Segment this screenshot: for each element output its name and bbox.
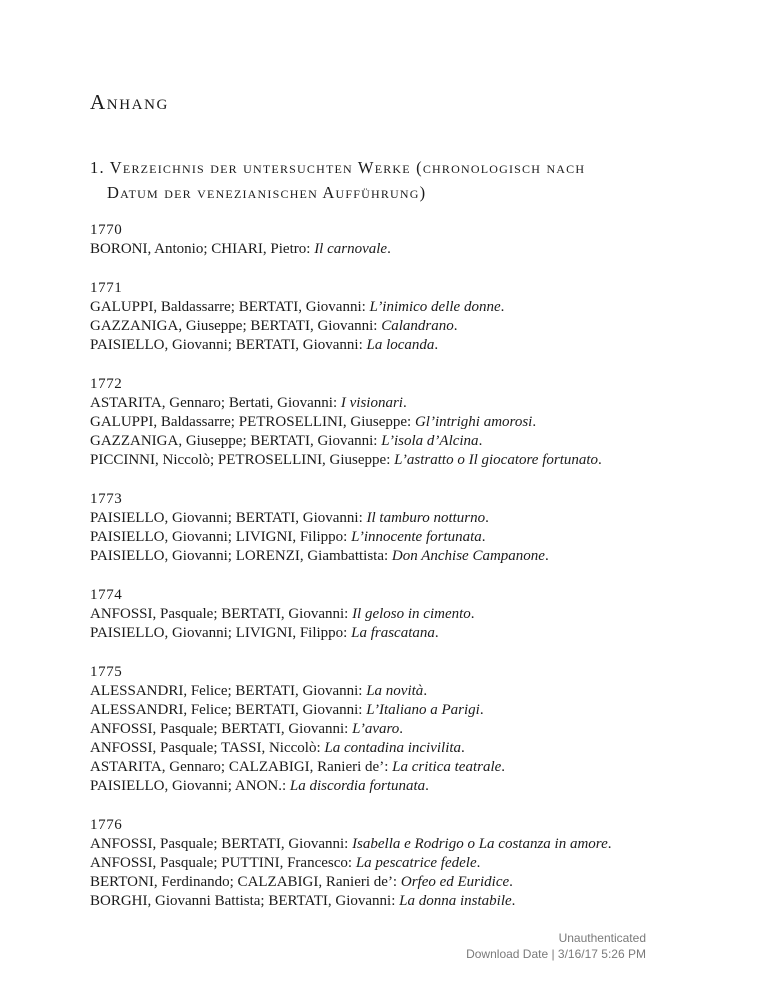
work-entry <box>90 854 730 873</box>
entry-terminal-punctuation: . <box>511 893 516 909</box>
year-heading: 1776 <box>90 817 123 833</box>
work-title: La discordia fortunata <box>289 778 426 794</box>
work-entry <box>90 528 730 547</box>
composer-librettist: PAISIELLO, Giovanni; BERTATI, Giovanni: <box>90 337 367 353</box>
composer-librettist: PAISIELLO, Giovanni; BERTATI, Giovanni: <box>90 510 367 526</box>
entry-terminal-punctuation: . <box>479 702 484 718</box>
year-heading: 1773 <box>90 491 123 507</box>
entry-terminal-punctuation: . <box>544 548 549 564</box>
work-title: La donna instabile <box>399 893 512 909</box>
entry-terminal-punctuation: . <box>434 337 439 353</box>
entry-terminal-punctuation: . <box>402 395 407 411</box>
composer-librettist: PAISIELLO, Giovanni; ANON.: <box>90 778 290 794</box>
entry-terminal-punctuation: . <box>399 721 404 737</box>
work-title: L’inimico delle donne <box>369 299 501 315</box>
work-entry <box>90 624 730 643</box>
composer-librettist: PAISIELLO, Giovanni; LIVIGNI, Filippo: <box>90 529 352 545</box>
entry-terminal-punctuation: . <box>485 510 489 526</box>
composer-librettist: BORGHI, Giovanni Battista; BERTATI, Giovanni: <box>90 893 400 909</box>
year-group <box>90 663 730 796</box>
composer-librettist: GALUPPI, Baldassarre; BERTATI, Giovanni: <box>90 299 370 315</box>
work-entry <box>90 605 730 624</box>
year-group <box>90 375 730 470</box>
entry-terminal-punctuation: . <box>453 318 458 334</box>
year-group <box>90 816 730 911</box>
entry-terminal-punctuation: . <box>423 683 428 699</box>
work-entry <box>90 317 730 336</box>
chapter-title: Anhang <box>90 90 169 114</box>
work-entry <box>90 432 730 451</box>
composer-librettist: ASTARITA, Gennaro; Bertati, Giovanni: <box>90 395 341 411</box>
work-entry <box>90 298 730 317</box>
composer-librettist: ANFOSSI, Pasquale; BERTATI, Giovanni: <box>90 836 353 852</box>
entry-terminal-punctuation: . <box>501 759 506 775</box>
entry-terminal-punctuation: . <box>509 874 513 890</box>
year-heading: 1771 <box>90 280 123 296</box>
composer-librettist: ANFOSSI, Pasquale; BERTATI, Giovanni: <box>90 721 353 737</box>
work-entry <box>90 873 730 892</box>
work-title: Orfeo ed Euridice <box>400 874 510 890</box>
work-title: Il tamburo notturno <box>366 510 486 526</box>
work-entry <box>90 240 730 259</box>
composer-librettist: BERTONI, Ferdinando; CALZABIGI, Ranieri de’: <box>90 874 401 890</box>
entry-terminal-punctuation: . <box>425 778 429 794</box>
work-entry <box>90 413 730 432</box>
work-title: La locanda <box>366 337 435 353</box>
year-heading: 1774 <box>90 587 123 603</box>
work-entry <box>90 777 730 796</box>
work-title: Don Anchise Campanone <box>391 548 545 564</box>
entry-terminal-punctuation: . <box>607 836 612 852</box>
composer-librettist: GALUPPI, Baldassarre; PETROSELLINI, Giuseppe: <box>90 414 415 430</box>
watermark-download-date: Download Date | 3/16/17 5:26 PM <box>466 947 646 961</box>
work-title: L’Italiano a Parigi <box>366 702 480 718</box>
year-heading: 1775 <box>90 664 123 680</box>
composer-librettist: ANFOSSI, Pasquale; PUTTINI, Francesco: <box>90 855 356 871</box>
download-watermark <box>466 930 646 962</box>
composer-librettist: PAISIELLO, Giovanni; LORENZI, Giambattista: <box>90 548 392 564</box>
entry-terminal-punctuation: . <box>481 529 486 545</box>
work-title: Il carnovale <box>314 241 388 257</box>
section-heading <box>90 155 690 205</box>
entry-terminal-punctuation: . <box>470 606 475 622</box>
year-group <box>90 490 730 566</box>
work-entry <box>90 547 730 566</box>
entry-terminal-punctuation: . <box>598 452 602 468</box>
composer-librettist: PAISIELLO, Giovanni; LIVIGNI, Filippo: <box>90 625 352 641</box>
year-heading: 1770 <box>90 222 123 238</box>
composer-librettist: GAZZANIGA, Giuseppe; BERTATI, Giovanni: <box>90 318 382 334</box>
entry-terminal-punctuation: . <box>434 625 439 641</box>
work-entry <box>90 394 730 413</box>
entry-terminal-punctuation: . <box>387 241 391 257</box>
composer-librettist: ASTARITA, Gennaro; CALZABIGI, Ranieri de’: <box>90 759 393 775</box>
composer-librettist: ALESSANDRI, Felice; BERTATI, Giovanni: <box>90 702 367 718</box>
work-title: L’innocente fortunata <box>351 529 482 545</box>
composer-librettist: ANFOSSI, Pasquale; TASSI, Niccolò: <box>90 740 325 756</box>
work-entry <box>90 451 730 470</box>
work-title: Calandrano <box>381 318 454 334</box>
watermark-auth-status: Unauthenticated <box>558 931 646 945</box>
work-entry <box>90 739 730 758</box>
work-entry <box>90 336 730 355</box>
work-title: L’astratto o Il giocatore fortunato <box>394 452 599 468</box>
year-heading: 1772 <box>90 376 123 392</box>
entry-terminal-punctuation: . <box>476 855 481 871</box>
entry-terminal-punctuation: . <box>500 299 505 315</box>
entry-terminal-punctuation: . <box>478 433 483 449</box>
work-title: L’isola d’Alcina <box>381 433 479 449</box>
composer-librettist: GAZZANIGA, Giuseppe; BERTATI, Giovanni: <box>90 433 382 449</box>
work-entry <box>90 682 730 701</box>
work-entry <box>90 892 730 911</box>
entry-terminal-punctuation: . <box>461 740 465 756</box>
work-title: Il geloso in cimento <box>352 606 471 622</box>
work-title: La frascatana <box>351 625 435 641</box>
work-entry <box>90 701 730 720</box>
composer-librettist: ANFOSSI, Pasquale; BERTATI, Giovanni: <box>90 606 353 622</box>
work-entry <box>90 720 730 739</box>
composer-librettist: PICCINNI, Niccolò; PETROSELLINI, Giuseppe: <box>90 452 395 468</box>
section-heading-line1: 1. Verzeichnis der untersuchten Werke (chronologisch nach <box>90 158 586 177</box>
composer-librettist: BORONI, Antonio; CHIARI, Pietro: <box>90 241 315 257</box>
year-group <box>90 586 730 643</box>
work-title: La critica teatrale <box>392 759 502 775</box>
work-title: La contadina incivilita <box>324 740 462 756</box>
work-entry <box>90 509 730 528</box>
year-group <box>90 279 730 355</box>
year-group <box>90 221 730 259</box>
work-entry <box>90 758 730 777</box>
section-heading-line2: Datum der venezianischen Aufführung) <box>107 183 427 202</box>
work-title: Isabella e Rodrigo o La costanza in amore <box>352 836 608 852</box>
work-title: L’avaro <box>352 721 400 737</box>
works-list <box>90 221 730 931</box>
work-title: I visionari <box>340 395 403 411</box>
work-title: Gl’intrighi amorosi <box>414 414 533 430</box>
work-title: La novità <box>366 683 424 699</box>
entry-terminal-punctuation: . <box>532 414 537 430</box>
composer-librettist: ALESSANDRI, Felice; BERTATI, Giovanni: <box>90 683 367 699</box>
work-entry <box>90 835 730 854</box>
work-title: La pescatrice fedele <box>355 855 477 871</box>
